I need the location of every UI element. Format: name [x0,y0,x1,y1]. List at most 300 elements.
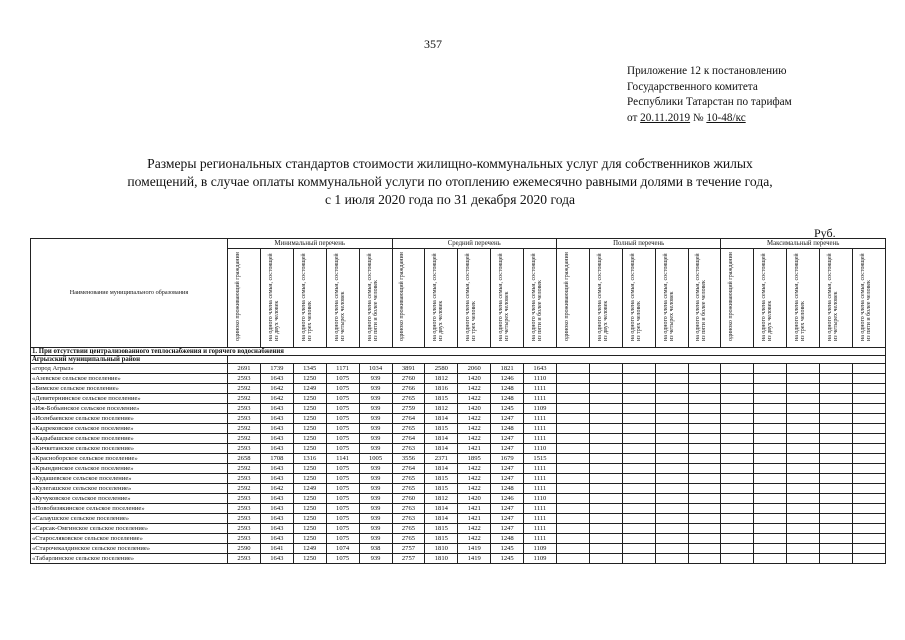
average-value-cell: 1421 [458,514,491,524]
empty-cell [589,494,622,504]
empty-cell [820,404,853,414]
minimal-value-cell: 939 [359,474,392,484]
average-value-cell: 1422 [458,434,491,444]
minimal-value-cell: 939 [359,404,392,414]
empty-cell [556,494,589,504]
empty-cell [721,364,754,374]
average-value-cell: 2757 [392,554,425,564]
column-subheader-label: на одного члена семьи, состоящей из трех человек [300,253,314,341]
settlement-name: «Кучуковское сельское поселение» [31,494,228,504]
empty-cell [622,514,655,524]
table-row [31,514,886,524]
empty-cell [688,364,721,374]
empty-cell [721,444,754,454]
minimal-value-cell: 1250 [293,514,326,524]
minimal-value-cell: 1250 [293,504,326,514]
number-prefix: № [690,111,707,124]
minimal-value-cell: 1708 [260,454,293,464]
empty-cell [754,524,787,534]
empty-cell [556,464,589,474]
empty-cell [820,414,853,424]
minimal-value-cell: 939 [359,524,392,534]
column-subheader-label: на одного члена семьи, состоящей из двух человек [432,253,445,341]
empty-cell [688,514,721,524]
empty-cell [820,494,853,504]
average-value-cell: 1111 [524,464,557,474]
minimal-value-cell: 1250 [293,444,326,454]
minimal-value-cell: 2593 [228,514,261,524]
empty-cell [688,524,721,534]
empty-cell [556,504,589,514]
column-subheader-label: на одного члена семьи, состоящей из трех человек [629,253,643,341]
empty-cell [754,384,787,394]
settlement-name: «Кичкетанское сельское поселение» [31,444,228,454]
empty-cell [787,404,820,414]
column-subheader [228,249,261,348]
minimal-value-cell: 1075 [326,444,359,454]
average-value-cell: 1111 [524,394,557,404]
average-value-cell: 2765 [392,524,425,534]
average-value-cell: 2764 [392,434,425,444]
minimal-value-cell: 939 [359,464,392,474]
empty-cell [754,454,787,464]
average-value-cell: 1421 [458,504,491,514]
empty-cell [622,444,655,454]
empty-cell [787,374,820,384]
empty-cell [622,474,655,484]
minimal-value-cell: 2593 [228,494,261,504]
empty-cell [622,544,655,554]
empty-cell [754,434,787,444]
minimal-value-cell: 2593 [228,524,261,534]
minimal-value-cell: 1643 [260,524,293,534]
average-value-cell: 1815 [425,474,458,484]
empty-cell [688,424,721,434]
empty-cell [556,514,589,524]
empty-cell [852,404,885,414]
empty-cell [655,504,688,514]
table-row [31,554,886,564]
empty-cell [655,384,688,394]
average-value-cell: 1812 [425,374,458,384]
empty-cell [622,404,655,414]
title-line: с 1 июля 2020 года по 31 декабря 2020 года [324,192,576,207]
empty-cell [622,524,655,534]
column-subheader-label: на одного члена семьи, состоящей из пяти и более человек [859,253,873,341]
empty-cell [820,474,853,484]
empty-cell [852,474,885,484]
group-header-full: Полный перечень [556,239,720,249]
average-value-cell: 1111 [524,524,557,534]
empty-cell [589,464,622,474]
minimal-value-cell: 1250 [293,374,326,384]
empty-cell [655,514,688,524]
empty-cell [787,554,820,564]
table-row [31,374,886,384]
empty-cell [787,444,820,454]
empty-cell [754,374,787,384]
average-value-cell: 1111 [524,424,557,434]
empty-cell [655,544,688,554]
empty-cell [589,404,622,414]
minimal-value-cell: 1643 [260,474,293,484]
empty-cell [754,364,787,374]
minimal-value-cell: 2593 [228,534,261,544]
minimal-value-cell: 1250 [293,404,326,414]
average-value-cell: 2766 [392,384,425,394]
empty-cell [787,454,820,464]
title-line: помещений, в случае оплаты коммунальной услуги по отоплению ежемесячно равными долями в течение года, [127,174,773,189]
average-value-cell: 2763 [392,504,425,514]
empty-cell [754,484,787,494]
average-value-cell: 1111 [524,434,557,444]
empty-cell [589,524,622,534]
minimal-value-cell: 1141 [326,454,359,464]
empty-cell [622,464,655,474]
empty-cell [655,374,688,384]
column-subheader [622,249,655,348]
empty-cell [688,534,721,544]
average-value-cell: 1422 [458,394,491,404]
empty-cell [688,384,721,394]
empty-cell [688,504,721,514]
table-row [31,524,886,534]
empty-cell [721,424,754,434]
average-value-cell: 2371 [425,454,458,464]
average-value-cell: 1111 [524,414,557,424]
column-subheader [458,249,491,348]
average-value-cell: 2060 [458,364,491,374]
table-row [31,384,886,394]
empty-cell [622,394,655,404]
empty-cell [787,514,820,524]
empty-cell [721,384,754,394]
minimal-value-cell: 1643 [260,374,293,384]
empty-cell [655,364,688,374]
column-subheader-label: одиноко проживающий гражданин [399,252,406,341]
empty-cell [688,494,721,504]
document-title [90,155,810,209]
minimal-value-cell: 1249 [293,544,326,554]
column-subheader-label: одиноко проживающий гражданин [728,252,735,341]
minimal-value-cell: 2592 [228,484,261,494]
empty-cell [852,494,885,504]
empty-cell [787,504,820,514]
column-subheader-label: на одного члена семьи, состоящей из пяти и более человек [366,253,379,341]
settlement-name: «Крындинское сельское поселение» [31,464,228,474]
column-subheader [556,249,589,348]
empty-cell [589,454,622,464]
empty-cell [852,464,885,474]
average-value-cell: 1815 [425,424,458,434]
average-value-cell: 2763 [392,444,425,454]
appendix-line: Республики Татарстан по тарифам [627,96,792,108]
currency-unit: Руб. [814,226,836,240]
empty-cell [556,424,589,434]
column-subheader-label: на одного члена семьи, состоящей из двух человек [761,253,774,341]
empty-cell [820,534,853,544]
minimal-value-cell: 1250 [293,464,326,474]
empty-cell [655,554,688,564]
empty-cell [787,364,820,374]
average-value-cell: 2580 [425,364,458,374]
average-value-cell: 2764 [392,414,425,424]
average-value-cell: 2763 [392,514,425,524]
empty-cell [622,384,655,394]
average-value-cell: 1247 [491,464,524,474]
empty-cell [556,534,589,544]
empty-cell [787,544,820,554]
minimal-value-cell: 939 [359,514,392,524]
average-value-cell: 1248 [491,484,524,494]
empty-cell [721,454,754,464]
empty-cell [589,444,622,454]
empty-cell [556,414,589,424]
minimal-value-cell: 1075 [326,464,359,474]
empty-cell [820,554,853,564]
minimal-value-cell: 1250 [293,424,326,434]
average-value-cell: 1110 [524,444,557,454]
column-subheader [491,249,524,348]
minimal-value-cell: 1075 [326,394,359,404]
table-row [31,364,886,374]
minimal-value-cell: 1075 [326,434,359,444]
empty-cell [820,364,853,374]
minimal-value-cell: 1075 [326,514,359,524]
average-value-cell: 1422 [458,424,491,434]
average-value-cell: 2765 [392,484,425,494]
average-value-cell: 1247 [491,414,524,424]
empty-cell [688,474,721,484]
empty-cell [688,484,721,494]
empty-cell [721,544,754,554]
empty-cell [721,474,754,484]
date-prefix: от [627,111,641,124]
empty-cell [688,394,721,404]
table-row [31,464,886,474]
empty-cell [852,384,885,394]
district-empty [228,356,886,364]
average-value-cell: 1247 [491,514,524,524]
column-subheader [425,249,458,348]
minimal-value-cell: 1739 [260,364,293,374]
minimal-value-cell: 1075 [326,534,359,544]
average-value-cell: 1422 [458,464,491,474]
column-subheader [392,249,425,348]
empty-cell [655,434,688,444]
empty-cell [655,404,688,414]
empty-cell [721,434,754,444]
empty-cell [688,454,721,464]
column-subheader-label: одиноко проживающий гражданин [563,252,570,341]
empty-cell [688,554,721,564]
minimal-value-cell: 939 [359,494,392,504]
average-value-cell: 1815 [425,524,458,534]
minimal-value-cell: 1316 [293,454,326,464]
average-value-cell: 1420 [458,374,491,384]
empty-cell [556,444,589,454]
column-subheader [820,249,853,348]
empty-cell [852,364,885,374]
average-value-cell: 1248 [491,424,524,434]
average-value-cell: 1814 [425,434,458,444]
average-value-cell: 1422 [458,384,491,394]
average-value-cell: 2760 [392,374,425,384]
minimal-value-cell: 1249 [293,384,326,394]
average-value-cell: 2757 [392,544,425,554]
title-line: Размеры региональных стандартов стоимости жилищно-коммунальных услуг для собственников жилых [147,156,753,171]
minimal-value-cell: 939 [359,414,392,424]
average-value-cell: 1110 [524,494,557,504]
empty-cell [589,514,622,524]
settlement-name: «Кулегашское сельское поселение» [31,484,228,494]
empty-cell [787,464,820,474]
minimal-value-cell: 1250 [293,524,326,534]
empty-cell [721,534,754,544]
average-value-cell: 1815 [425,534,458,544]
table-row [31,534,886,544]
empty-cell [655,494,688,504]
table-row [31,474,886,484]
average-value-cell: 1679 [491,454,524,464]
empty-cell [589,424,622,434]
minimal-value-cell: 1075 [326,504,359,514]
empty-cell [820,464,853,474]
empty-cell [820,484,853,494]
minimal-value-cell: 1249 [293,484,326,494]
empty-cell [852,454,885,464]
minimal-value-cell: 1250 [293,474,326,484]
empty-cell [589,544,622,554]
empty-cell [589,374,622,384]
table-row [31,404,886,414]
empty-cell [688,374,721,384]
column-subheader [787,249,820,348]
empty-cell [721,514,754,524]
page-number: 357 [424,37,442,51]
empty-cell [754,424,787,434]
empty-cell [556,394,589,404]
average-value-cell: 2759 [392,404,425,414]
empty-cell [655,424,688,434]
column-subheader-label: на одного члена семьи, состоящей из четырех человек [827,253,840,341]
table-row [31,484,886,494]
group-header-maximal: Максимальный перечень [721,239,886,249]
minimal-value-cell: 1643 [260,424,293,434]
average-value-cell: 1109 [524,544,557,554]
empty-cell [622,484,655,494]
empty-cell [589,364,622,374]
settlement-name: «Старосляковское сельское поселение» [31,534,228,544]
average-value-cell: 1111 [524,504,557,514]
appendix-date-line [627,111,792,127]
empty-cell [820,444,853,454]
average-value-cell: 1246 [491,374,524,384]
empty-cell [655,524,688,534]
average-value-cell: 2765 [392,394,425,404]
average-value-cell: 1422 [458,524,491,534]
empty-cell [820,394,853,404]
table-row [31,544,886,554]
empty-cell [622,414,655,424]
minimal-value-cell: 2592 [228,424,261,434]
empty-cell [556,434,589,444]
minimal-value-cell: 1250 [293,494,326,504]
empty-cell [852,514,885,524]
empty-cell [852,554,885,564]
average-value-cell: 1111 [524,534,557,544]
settlement-name: «Кадрековское сельское поселение» [31,424,228,434]
settlement-name: «Девятернинское сельское поселение» [31,394,228,404]
empty-cell [721,524,754,534]
empty-cell [589,554,622,564]
average-value-cell: 1419 [458,544,491,554]
minimal-value-cell: 1250 [293,554,326,564]
minimal-value-cell: 2590 [228,544,261,554]
average-value-cell: 1814 [425,514,458,524]
empty-cell [556,384,589,394]
empty-cell [655,444,688,454]
empty-cell [787,424,820,434]
empty-cell [787,384,820,394]
empty-cell [852,484,885,494]
empty-cell [589,504,622,514]
section-title: 1. При отсутствии централизованного теплоснабжения и горячего водоснабжения [31,348,886,356]
average-value-cell: 1821 [491,364,524,374]
minimal-value-cell: 1643 [260,464,293,474]
empty-cell [721,374,754,384]
column-subheader [754,249,787,348]
appendix-line: Государственного комитета [627,80,758,93]
average-value-cell: 1109 [524,554,557,564]
district-row [31,356,886,364]
empty-cell [787,474,820,484]
minimal-value-cell: 2593 [228,554,261,564]
minimal-value-cell: 939 [359,434,392,444]
empty-cell [721,484,754,494]
column-subheader [260,249,293,348]
average-value-cell: 1420 [458,494,491,504]
table-row [31,444,886,454]
average-value-cell: 1422 [458,474,491,484]
minimal-value-cell: 1642 [260,484,293,494]
empty-cell [556,374,589,384]
empty-cell [787,494,820,504]
settlement-name: «Бимское сельское поселение» [31,384,228,394]
average-value-cell: 1643 [524,364,557,374]
empty-cell [754,414,787,424]
minimal-value-cell: 1250 [293,534,326,544]
column-subheader-label: на одного члена семьи, состоящей из пяти и более человек [531,253,544,341]
average-value-cell: 2765 [392,474,425,484]
empty-cell [754,494,787,504]
empty-cell [655,454,688,464]
minimal-value-cell: 1005 [359,454,392,464]
empty-cell [688,404,721,414]
empty-cell [754,534,787,544]
minimal-value-cell: 2592 [228,394,261,404]
empty-cell [556,554,589,564]
empty-cell [852,504,885,514]
empty-cell [655,464,688,474]
average-value-cell: 2765 [392,534,425,544]
average-value-cell: 1109 [524,404,557,414]
minimal-value-cell: 1075 [326,414,359,424]
empty-cell [589,384,622,394]
table-row [31,424,886,434]
table-row [31,494,886,504]
table-row [31,504,886,514]
